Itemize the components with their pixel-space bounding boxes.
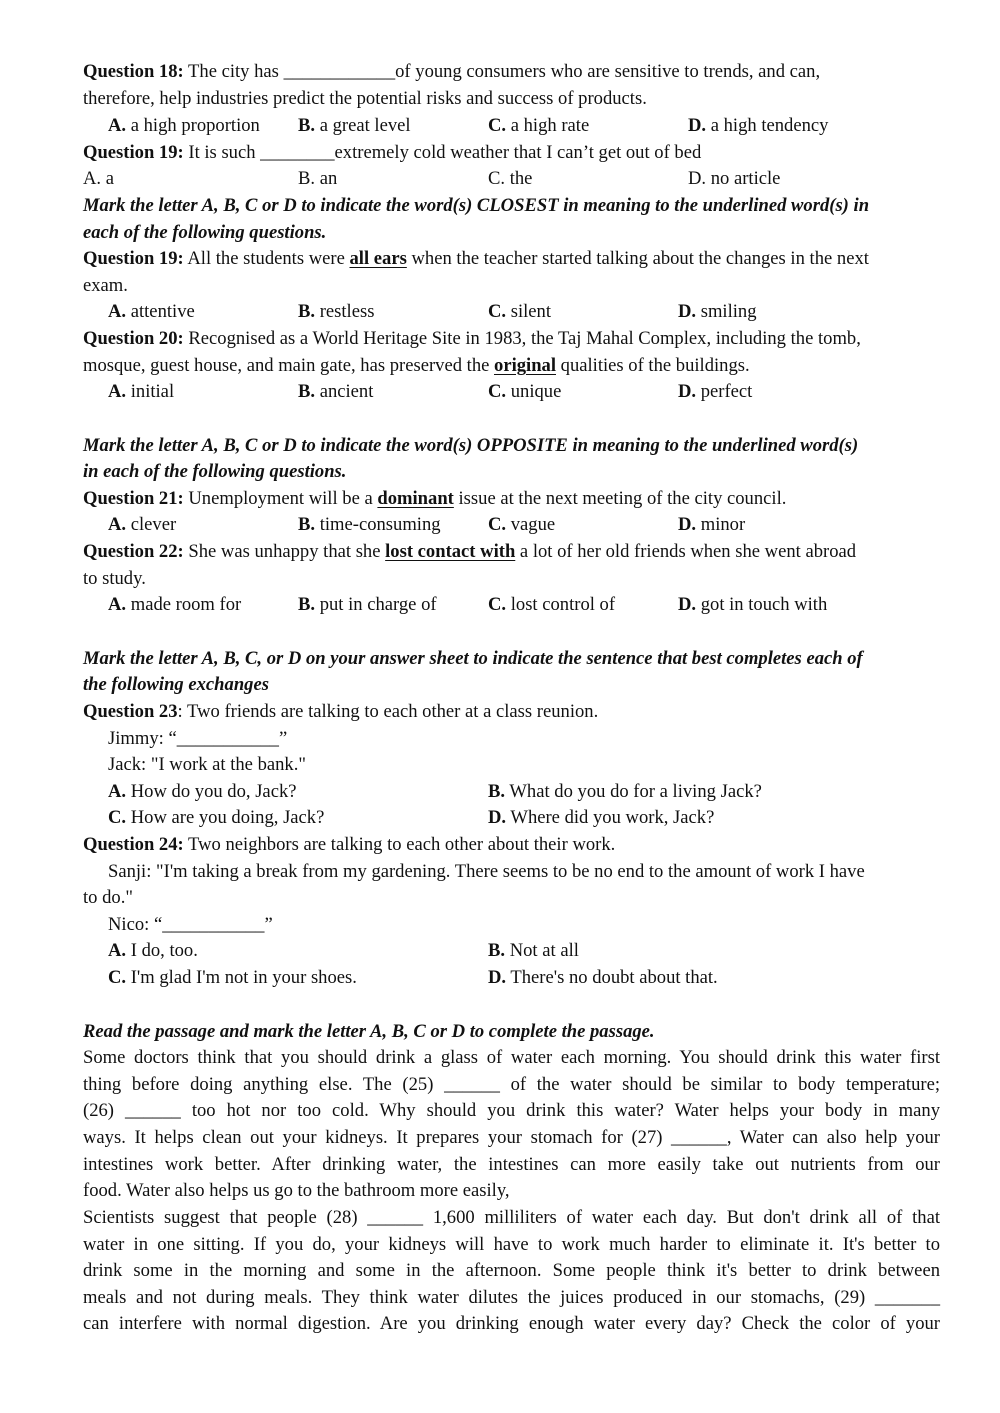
- section-opposite-line-1: Mark the letter A, B, C or D to indicate the word(s) OPPOSITE in meaning to the underlined word(s): [83, 435, 859, 456]
- q19a-options: [83, 166, 940, 192]
- q19b-option-d[interactable]: D. smiling: [678, 301, 757, 322]
- q23-options-row-1: [83, 779, 940, 805]
- q22-option-d[interactable]: D. got in touch with: [678, 594, 828, 615]
- q22-option-b[interactable]: B. put in charge of: [298, 594, 437, 615]
- q20-option-b[interactable]: B. ancient: [298, 381, 374, 402]
- passage-line-1: Some doctors think that you should drink a glass of water each morning. You should drink this water first: [83, 1047, 940, 1068]
- q24-sanji-line-2: to do.": [83, 887, 133, 908]
- q21-option-a[interactable]: A. clever: [108, 514, 177, 535]
- q19b-option-a[interactable]: A. attentive: [108, 301, 195, 322]
- q18-line-2: therefore, help industries predict the potential risks and success of products.: [83, 88, 647, 109]
- q23-option-a[interactable]: A. How do you do, Jack?: [108, 781, 297, 802]
- q23-label: Question 23: [83, 701, 178, 722]
- q24-line-1: Question 24: Two neighbors are talking to each other about their work.: [83, 834, 616, 855]
- q20-option-d[interactable]: D. perfect: [678, 381, 753, 402]
- q21-option-b[interactable]: B. time-consuming: [298, 514, 441, 535]
- q24-nico-line: Nico: “___________”: [108, 914, 273, 935]
- q22-line-1: Question 22: She was unhappy that she lost contact with a lot of her old friends when she went abroad: [83, 541, 857, 562]
- passage-line-10: meals and not during meals. They think water dilutes the juices produced in our stomachs, (29) _______: [83, 1287, 940, 1308]
- q24-option-a[interactable]: A. I do, too.: [108, 940, 198, 961]
- q18-line-1: [83, 59, 820, 85]
- q24-option-b[interactable]: B. Not at all: [488, 940, 579, 961]
- q23-option-c[interactable]: C. How are you doing, Jack?: [108, 807, 325, 828]
- q22-option-c[interactable]: C. lost control of: [488, 594, 616, 615]
- q24-options-row-1: [83, 938, 940, 964]
- q18-option-b[interactable]: B. a great level: [298, 115, 411, 136]
- q19a-option-b[interactable]: B. an: [298, 168, 338, 189]
- q22-label: Question 22:: [83, 541, 184, 562]
- q18-stem: The city has ____________of young consumers who are sensitive to trends, and can,: [183, 61, 821, 82]
- q21-line-1: Question 21: Unemployment will be a dominant issue at the next meeting of the city council.: [83, 488, 787, 509]
- q21-options: [83, 512, 940, 538]
- q24-options-row-2: [83, 965, 940, 991]
- q20-option-c[interactable]: C. unique: [488, 381, 562, 402]
- q20-line-1: Question 20: Recognised as a World Heritage Site in 1983, the Taj Mahal Complex, including the tomb,: [83, 328, 861, 349]
- q23-jimmy-line: Jimmy: “___________”: [108, 728, 288, 749]
- passage-line-7: Scientists suggest that people (28) ______ 1,600 milliliters of water each day. But don't drink all of that: [83, 1207, 940, 1228]
- q19a-stem: It is such ________extremely cold weather that I can’t get out of bed: [183, 142, 702, 163]
- q19b-label: Question 19:: [83, 248, 184, 269]
- section-exchanges-line-1: Mark the letter A, B, C, or D on your answer sheet to indicate the sentence that best completes each of: [83, 648, 863, 669]
- passage-line-4: ways. It helps clean out your kidneys. It prepares your stomach for (27) ______, Water can also help your: [83, 1127, 940, 1148]
- q24-option-d[interactable]: D. There's no doubt about that.: [488, 967, 718, 988]
- q24-option-c[interactable]: C. I'm glad I'm not in your shoes.: [108, 967, 357, 988]
- q20-line-2: mosque, guest house, and main gate, has preserved the original qualities of the buildings.: [83, 355, 750, 376]
- q23-line-1: Question 23: Two friends are talking to each other at a class reunion.: [83, 701, 599, 722]
- q18-options: [83, 113, 940, 139]
- q22-option-a[interactable]: A. made room for: [108, 594, 242, 615]
- passage-line-3: (26) ______ too hot nor too cold. Why should you drink this water? Water helps your body in many: [83, 1100, 940, 1121]
- section-exchanges-line-2: the following exchanges: [83, 674, 269, 695]
- q19a-line-1: [83, 140, 701, 166]
- q21-label: Question 21:: [83, 488, 184, 509]
- q21-underlined: dominant: [377, 488, 454, 509]
- q23-option-d[interactable]: D. Where did you work, Jack?: [488, 807, 715, 828]
- q18-label: Question 18:: [83, 61, 184, 82]
- q24-sanji-line: Sanji: "I'm taking a break from my gardening. There seems to be no end to the amount of work I have: [108, 861, 865, 882]
- passage-line-9: drink some in the morning and some in the afternoon. Some people think it's better to drink between: [83, 1260, 940, 1281]
- passage-line-6: food. Water also helps us go to the bathroom more easily,: [83, 1180, 510, 1201]
- q19b-line-2: exam.: [83, 275, 128, 296]
- passage-line-2: thing before doing anything else. The (25) ______ of the water should be similar to body temperature;: [83, 1074, 940, 1095]
- q19a-option-d[interactable]: D. no article: [688, 168, 781, 189]
- q19b-options: [83, 299, 940, 325]
- q18-option-a[interactable]: A. a high proportion: [108, 115, 260, 136]
- q23-option-b[interactable]: B. What do you do for a living Jack?: [488, 781, 762, 802]
- q22-underlined: lost contact with: [385, 541, 516, 562]
- section-closest-line-2: each of the following questions.: [83, 222, 327, 243]
- q24-label: Question 24:: [83, 834, 184, 855]
- passage-line-11: can interfere with normal digestion. Are you drinking enough water every day? Check the color of your: [83, 1313, 940, 1334]
- q22-options: [83, 592, 940, 618]
- q19b-option-c[interactable]: C. silent: [488, 301, 552, 322]
- section-closest-line-1: Mark the letter A, B, C or D to indicate the word(s) CLOSEST in meaning to the underlined word(s) in: [83, 195, 870, 216]
- q20-label: Question 20:: [83, 328, 184, 349]
- passage-line-8: water in one sitting. If you do, your kidneys will have to work much harder to eliminate it. It's better to: [83, 1234, 940, 1255]
- q21-option-c[interactable]: C. vague: [488, 514, 556, 535]
- q19a-label: Question 19:: [83, 142, 184, 163]
- q19a-option-c[interactable]: C. the: [488, 168, 533, 189]
- q20-options: [83, 379, 940, 405]
- passage-line-5: intestines work better. After drinking water, the intestines can more easily take out nutrients from our: [83, 1154, 940, 1175]
- section-passage-heading: Read the passage and mark the letter A, B, C or D to complete the passage.: [83, 1021, 655, 1042]
- q19b-line-1: Question 19: All the students were all ears when the teacher started talking about the changes in the next: [83, 248, 869, 269]
- q19b-option-b[interactable]: B. restless: [298, 301, 375, 322]
- q19b-underlined: all ears: [349, 248, 407, 269]
- q18-option-c[interactable]: C. a high rate: [488, 115, 590, 136]
- q23-jack-line: Jack: "I work at the bank.": [108, 754, 306, 775]
- q21-option-d[interactable]: D. minor: [678, 514, 746, 535]
- section-opposite-line-2: in each of the following questions.: [83, 461, 347, 482]
- q23-options-row-2: [83, 805, 940, 831]
- q20-option-a[interactable]: A. initial: [108, 381, 175, 402]
- q19a-option-a[interactable]: A. a: [83, 168, 114, 189]
- q20-underlined: original: [494, 355, 556, 376]
- q22-line-2: to study.: [83, 568, 146, 589]
- q18-option-d[interactable]: D. a high tendency: [688, 115, 829, 136]
